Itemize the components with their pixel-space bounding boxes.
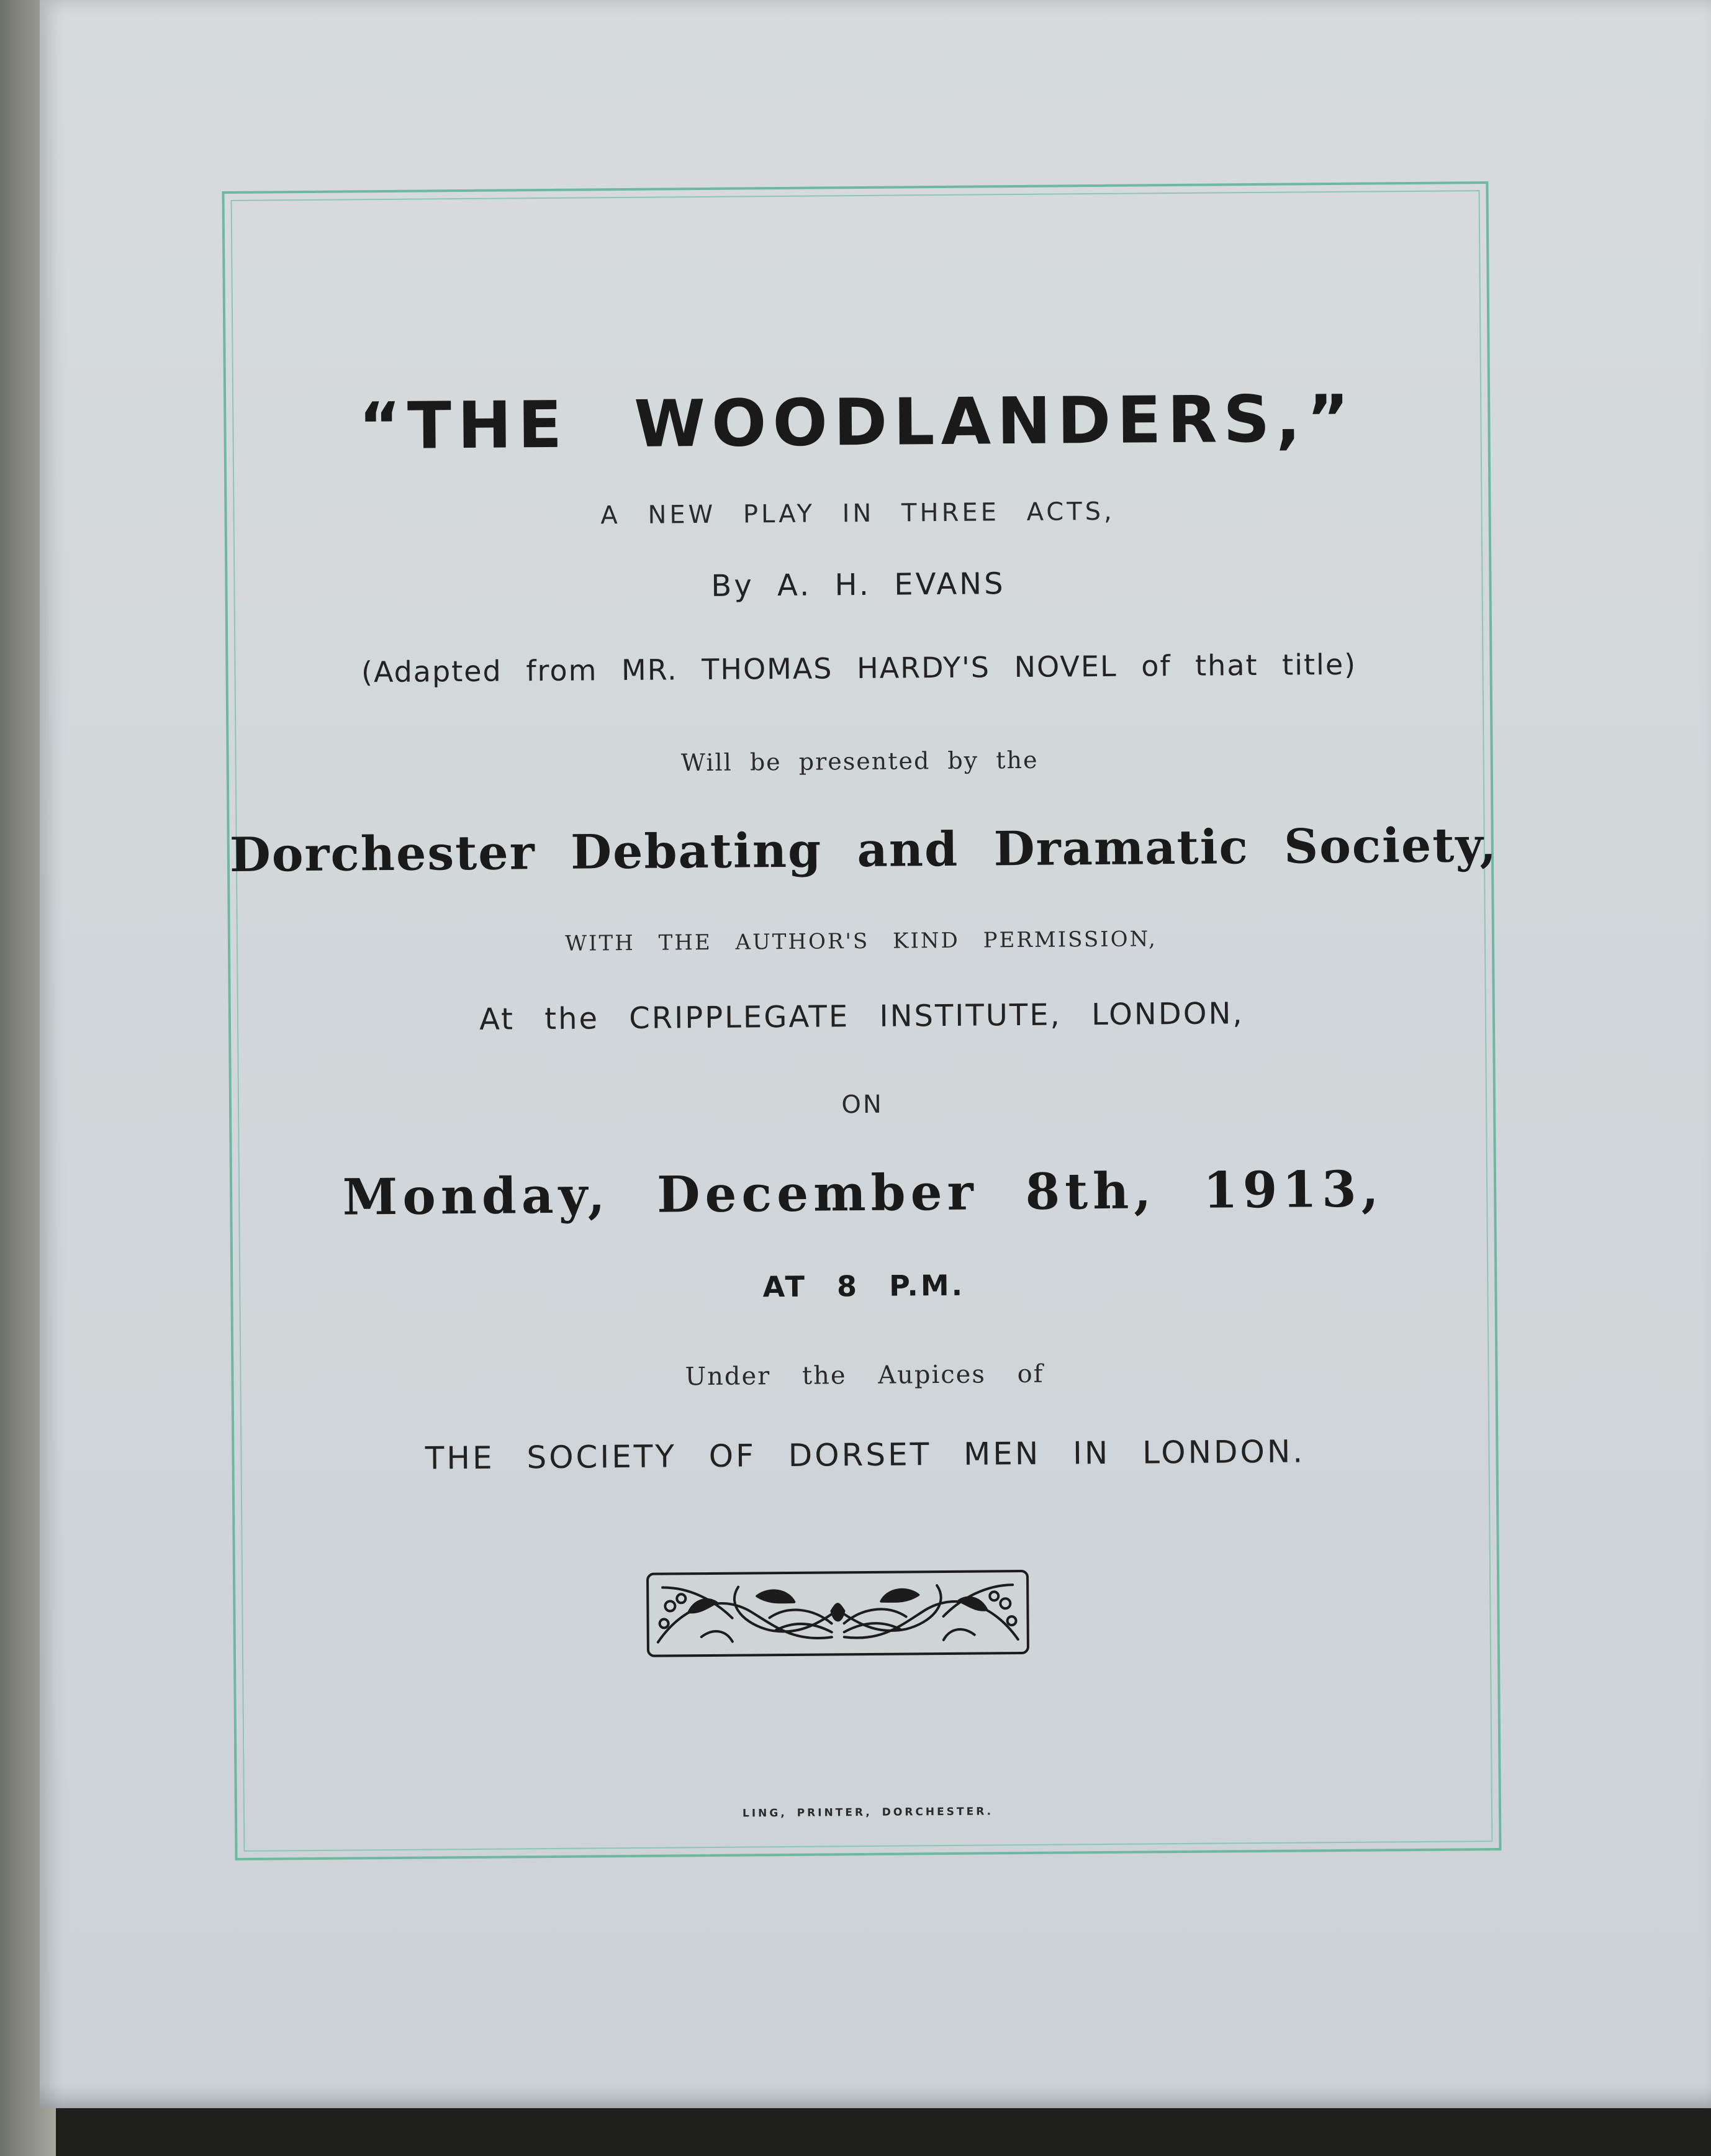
on-line: ON <box>841 1090 883 1120</box>
play-author: By A. H. EVANS <box>711 566 1006 604</box>
play-title: “THE WOODLANDERS,” <box>358 380 1356 464</box>
sponsor-society: THE SOCIETY OF DORSET MEN IN LONDON. <box>425 1433 1306 1477</box>
presented-by-line: Will be presented by the <box>680 746 1039 777</box>
society-name: Dorchester Debating and Dramatic Society, <box>229 817 1498 882</box>
permission-line: WITH THE AUTHOR'S KIND PERMISSION, <box>564 926 1158 956</box>
green-border-frame <box>222 181 1501 1860</box>
programme-text <box>225 184 1499 1858</box>
programme-page <box>40 0 1711 2108</box>
play-subtitle: A NEW PLAY IN THREE ACTS, <box>600 497 1115 530</box>
auspices-line: Under the Aupices of <box>685 1359 1044 1392</box>
adaptation-credit: (Adapted from MR. THOMAS HARDY'S NOVEL of that title) <box>361 647 1357 689</box>
floral-ornament-icon <box>645 1566 1031 1662</box>
performance-time: AT 8 P.M. <box>762 1268 965 1304</box>
printer-credit: LING, PRINTER, DORCHESTER. <box>742 1805 994 1820</box>
performance-date: Monday, December 8th, 1913, <box>342 1159 1384 1226</box>
venue-line: At the CRIPPLEGATE INSTITUTE, LONDON, <box>479 996 1244 1037</box>
